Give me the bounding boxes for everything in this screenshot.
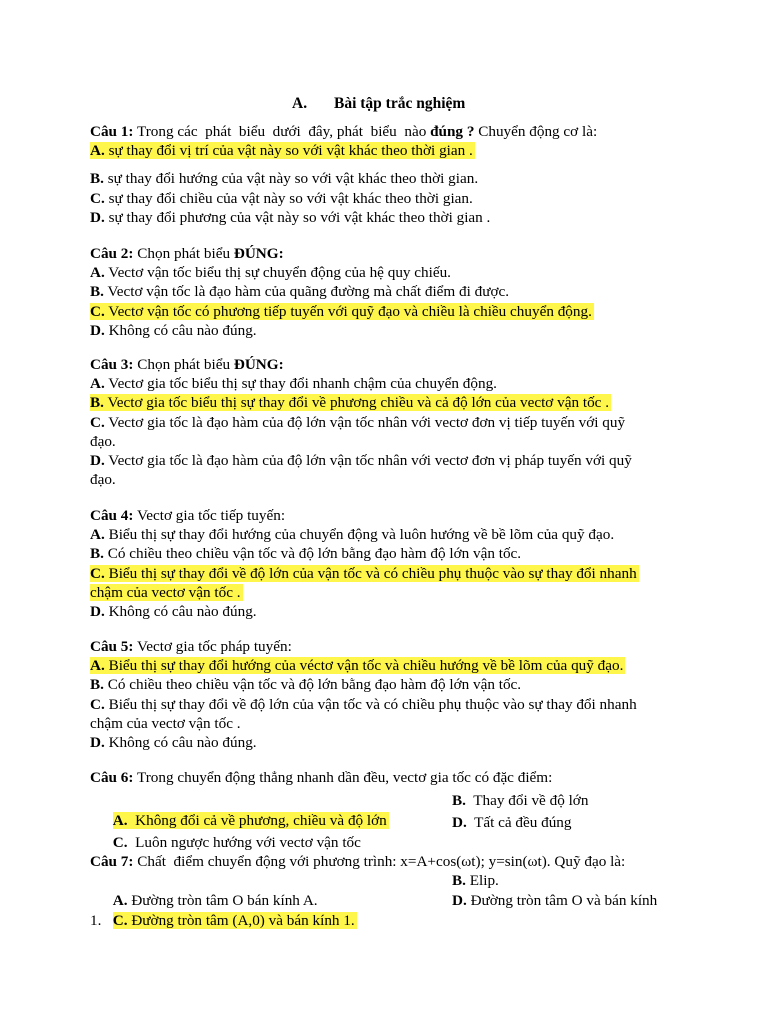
answer-option: B. sự thay đổi hướng của vật này so với vật khác theo thời gian. [90,170,479,188]
answer-option: C. Luôn ngược hướng với vectơ vận tốc [112,834,361,852]
answer-option: C. Biểu thị sự thay đổi về độ lớn của vận tốc và có chiều phụ thuộc vào sự thay đổi nhanh [90,695,637,713]
question-7 [90,852,690,930]
answer-option: B. Elip. [452,872,499,890]
answer-option: A. Vectơ gia tốc biểu thị sự thay đổi nhanh chậm của chuyển động. [90,375,497,393]
answer-option: B. Thay đổi về độ lớn [452,792,589,810]
question-stem: Câu 1: Trong các phát biểu dưới đây, phát biểu nào đúng ? Chuyển động cơ là: [90,123,598,140]
answer-row [90,813,690,852]
question-1 [90,122,690,227]
answer-option-correct: A. sự thay đổi vị trí của vật này so với vật khác theo thời gian . [90,142,473,160]
question-stem: Câu 6: Trong chuyển động thẳng nhanh dần đều, vectơ gia tốc có đặc điểm: [90,769,553,786]
answer-option: A. Vectơ vận tốc biểu thị sự chuyển động của hệ quy chiếu. [90,264,451,282]
answer-option: A. Đường tròn tâm O bán kính A. [112,892,318,910]
answer-option: D. Tất cả đều đúng [452,814,572,832]
answer-option: B. Có chiều theo chiều vận tốc và độ lớn bằng đạo hàm độ lớn vận tốc. [90,545,522,563]
answer-option-correct: C. Vectơ vận tốc có phương tiếp tuyến với quỹ đạo và chiều là chiều chuyển động. [90,302,592,320]
answer-option-continuation: đạo. [90,471,116,489]
question-stem: Câu 5: Vectơ gia tốc pháp tuyến: [90,638,292,655]
question-stem: Câu 7: Chất điểm chuyển động với phương trình: x=A+cos(ωt); y=sin(ωt). Quỹ đạo là: [90,853,626,870]
question-stem: Câu 3: Chọn phát biểu ĐÚNG: [90,356,284,373]
question-5 [90,637,690,752]
answer-option-correct: C. Đường tròn tâm (A,0) và bán kính 1. [112,912,355,930]
answer-option-correct: B. Vectơ gia tốc biểu thị sự thay đổi về phương chiều và cả độ lớn của vectơ vận tốc . [90,394,609,412]
answer-option: D. Vectơ gia tốc là đạo hàm của độ lớn vận tốc nhân với vectơ đơn vị pháp tuyến với quỹ [90,451,632,469]
answer-option: C. Vectơ gia tốc là đạo hàm của độ lớn vận tốc nhân với vectơ đơn vị tiếp tuyến với quỹ [90,413,626,431]
answer-option: D. sự thay đổi phương của vật này so với vật khác theo thời gian . [90,208,491,226]
section-number: A. [292,95,308,112]
question-stem: Câu 2: Chọn phát biểu ĐÚNG: [90,245,284,262]
answer-option: D. Đường tròn tâm O và bán kính [452,892,658,910]
answer-option-correct: C. Biểu thị sự thay đổi về độ lớn của vận tốc và có chiều phụ thuộc vào sự thay đổi nhanh [90,564,637,582]
question-4 [90,506,690,621]
section-title-text: Bài tập trắc nghiệm [334,95,466,112]
question-3 [90,355,690,489]
answer-option: D. Không có câu nào đúng. [90,602,257,620]
answer-option-correct: A. Không đổi cả về phương, chiều và độ lớn [112,812,387,830]
answer-option-continuation: 1. [90,912,102,930]
answer-option-correct: A. Biểu thị sự thay đổi hướng của véctơ vận tốc và chiều hướng về bề lõm của quỹ đạo. [90,657,624,675]
answer-option-continuation: đạo. [90,432,116,450]
answer-option: B. Vectơ vận tốc là đạo hàm của quãng đường mà chất điểm đi được. [90,283,510,301]
section-title [292,95,465,113]
answer-option: C. sự thay đổi chiều của vật này so với vật khác theo thời gian. [90,189,473,207]
question-stem: Câu 4: Vectơ gia tốc tiếp tuyến: [90,507,286,524]
answer-option: D. Không có câu nào đúng. [90,321,257,339]
question-2 [90,244,690,340]
answer-option: A. Biểu thị sự thay đổi hướng của chuyển động và luôn hướng về bề lõm của quỹ đạo. [90,526,615,544]
answer-option: D. Không có câu nào đúng. [90,733,257,751]
answer-option: B. Có chiều theo chiều vận tốc và độ lớn bằng đạo hàm độ lớn vận tốc. [90,676,522,694]
answer-option-continuation: chậm của vectơ vận tốc . [90,583,241,601]
answer-row [90,891,690,930]
question-6 [90,768,690,852]
answer-option-continuation: chậm của vectơ vận tốc . [90,714,241,732]
